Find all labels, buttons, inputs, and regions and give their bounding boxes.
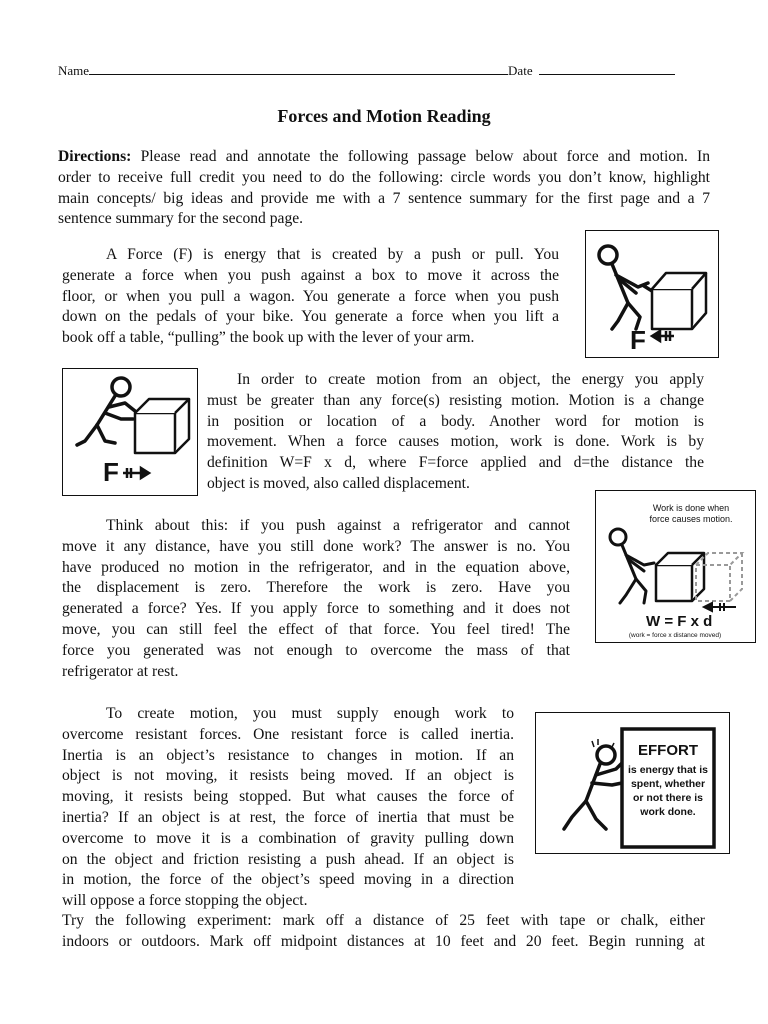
text-line: Try the following experiment: mark off a distance of 25 feet with tape or chalk, either xyxy=(62,912,705,929)
date-label: Date xyxy=(508,63,533,78)
effort-figure-icon xyxy=(536,713,729,853)
name-date-row xyxy=(58,62,708,79)
figure-pull-box xyxy=(585,230,719,358)
directions-line: Directions: Please read and annotate the following passage below about force and motion. In xyxy=(58,148,710,165)
paragraph-experiment xyxy=(62,911,705,953)
text-line: have produced no motion in the refrigerator, and in the equation above, xyxy=(62,558,570,576)
text-line: object is not moving, it resists being moved. If an object is xyxy=(62,767,514,785)
directions-line: main concepts/ big ideas and provide me with a 7 sentence summary for the first page and a 7 xyxy=(58,189,710,207)
figure-work-box xyxy=(595,490,756,643)
text-line: will oppose a force stopping the object. xyxy=(62,892,308,910)
text-line: move it any distance, have you still done work? The answer is no. You xyxy=(62,537,570,555)
directions-label: Directions: xyxy=(58,148,132,165)
page-title: Forces and Motion Reading xyxy=(277,106,491,126)
text-line: floor, or when you pull a wagon. You generate a force when you push xyxy=(62,287,559,305)
effort-line: work done. xyxy=(640,806,696,818)
text-line: move, you can still feel the effect of that force. You feel tired! The xyxy=(62,620,570,638)
pulling-figure-icon xyxy=(586,231,718,357)
paragraph-motion-definition xyxy=(207,370,704,495)
text-line: object is moved, also called displacement. xyxy=(207,474,470,492)
figure-effort-box xyxy=(535,712,730,854)
text-line: down on the pedals of your bike. You generate a force when you lift a xyxy=(62,308,559,326)
name-label: Name xyxy=(58,63,90,78)
figure-push-box xyxy=(62,368,198,496)
date-field-line[interactable] xyxy=(539,62,675,75)
text-line: the displacement is zero. Therefore the work is zero. Have you xyxy=(62,579,570,597)
text-line: Inertia is an object’s resistance to changes in motion. If an xyxy=(62,746,514,764)
paragraph-refrigerator xyxy=(62,516,570,682)
work-diagram-icon xyxy=(596,491,755,642)
text-line: in position or location of a body. Another word for motion is xyxy=(207,412,704,430)
text-line: force you generated was not enough to overcome the mass of that xyxy=(62,641,570,659)
text-line: on the object and friction resisting a push ahead. If an object is xyxy=(62,850,514,868)
text-line: generated a force? Yes. If you apply force to something and it does not xyxy=(62,600,570,618)
text-line: generate a force when you push against a box to move it across the xyxy=(62,266,559,284)
text-line: in motion, the force of the object’s speed moving in a direction xyxy=(62,871,514,889)
directions-paragraph xyxy=(58,147,710,230)
name-field-line[interactable] xyxy=(89,62,508,75)
text-line: must be greater than any force(s) resisting motion. Motion is a change xyxy=(207,391,704,409)
paragraph-force-definition xyxy=(62,245,559,349)
text-line: definition W=F x d, where F=force applied and d=the distance the xyxy=(207,454,704,472)
pushing-figure-icon xyxy=(63,369,197,495)
text-line: In order to create motion from an object, the energy you apply xyxy=(237,371,704,388)
work-caption-line2: force causes motion. xyxy=(649,514,733,524)
text-line: overcome to move it is a combination of gravity pulling down xyxy=(62,829,514,847)
text-line: refrigerator at rest. xyxy=(62,662,179,680)
force-label: F xyxy=(103,457,119,487)
text-line: book off a table, “pulling” the book up with the lever of your arm. xyxy=(62,329,475,347)
work-caption-line1: Work is done when xyxy=(652,503,730,513)
text-line: indoors or outdoors. Mark off midpoint distances at 10 feet and 20 feet. Begin running at xyxy=(62,932,705,950)
effort-line: is energy that is xyxy=(628,764,708,776)
text-line: A Force (F) is energy that is created by a push or pull. You xyxy=(106,246,559,263)
text-line: movement. When a force causes motion, work is done. Work is by xyxy=(207,433,704,451)
text-line: inertia? If an object is at rest, the force of inertia that must be xyxy=(62,808,514,826)
text-line: overcome resistant forces. One resistant force is called inertia. xyxy=(62,725,514,743)
text-line: Think about this: if you push against a refrigerator and cannot xyxy=(106,517,570,534)
effort-heading: EFFORT xyxy=(638,742,698,759)
text-line: moving, it resists being stopped. But what causes the force of xyxy=(62,788,514,806)
directions-line: order to receive full credit you need to do the following: circle words you don’t know, highlight xyxy=(58,168,710,186)
directions-line: sentence summary for the second page. xyxy=(58,210,304,228)
work-equation: W = F x d xyxy=(646,613,713,630)
paragraph-inertia xyxy=(62,704,514,912)
effort-line: spent, whether xyxy=(630,778,706,790)
text-line: To create motion, you must supply enough work to xyxy=(106,705,514,722)
effort-line: or not there is xyxy=(632,792,704,804)
force-label: F xyxy=(630,325,646,355)
work-subcaption: (work = force x distance moved) xyxy=(628,632,722,639)
